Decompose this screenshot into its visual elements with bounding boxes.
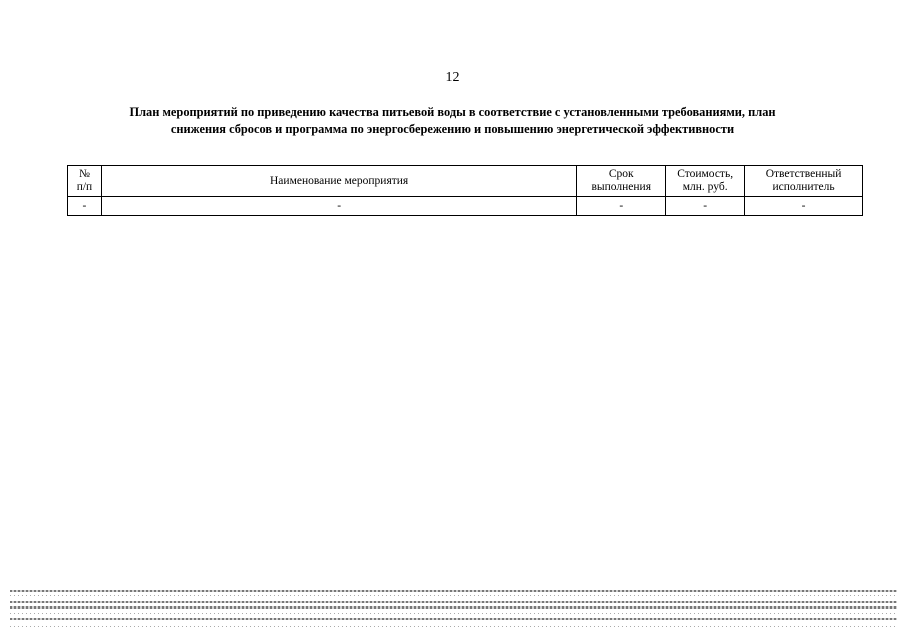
header-cost-line1: Стоимость, (677, 168, 734, 180)
cell-term: - (577, 197, 666, 216)
header-number-line2: п/п (76, 181, 93, 193)
header-cost-line2: млн. руб. (682, 181, 728, 193)
cell-name: - (101, 197, 576, 216)
scan-artifact-band (10, 601, 897, 603)
title-line-1: План мероприятий по приведению качества питьевой воды в соответствие с установленными требованиями, план (129, 105, 776, 119)
measures-table (67, 165, 863, 216)
document-title (40, 104, 865, 138)
table-header-row (68, 166, 863, 197)
cell-cost: - (666, 197, 745, 216)
scan-artifact-band (10, 613, 897, 614)
cell-responsible: - (745, 197, 863, 216)
table-row (68, 197, 863, 216)
scan-artifact-band (10, 590, 897, 592)
cell-number: - (68, 197, 102, 216)
scan-artifact-band (10, 595, 897, 596)
header-number (68, 166, 102, 197)
header-responsible-line2: исполнитель (772, 181, 835, 193)
scan-artifact-band (10, 626, 897, 627)
header-responsible-line1: Ответственный (765, 168, 842, 180)
header-number-line1: № (78, 168, 90, 180)
header-cost (666, 166, 745, 197)
page-number: 12 (445, 70, 460, 85)
scan-artifact-band (10, 606, 897, 609)
header-term-line2: выполнения (591, 181, 652, 193)
header-name: Наименование мероприятия (101, 166, 576, 197)
header-term-line1: Срок (608, 168, 634, 180)
header-responsible (745, 166, 863, 197)
title-line-2: снижения сбросов и программа по энергосбережению и повышению энергетической эффективности (170, 122, 735, 136)
scan-artifact-band (10, 618, 897, 620)
header-term (577, 166, 666, 197)
